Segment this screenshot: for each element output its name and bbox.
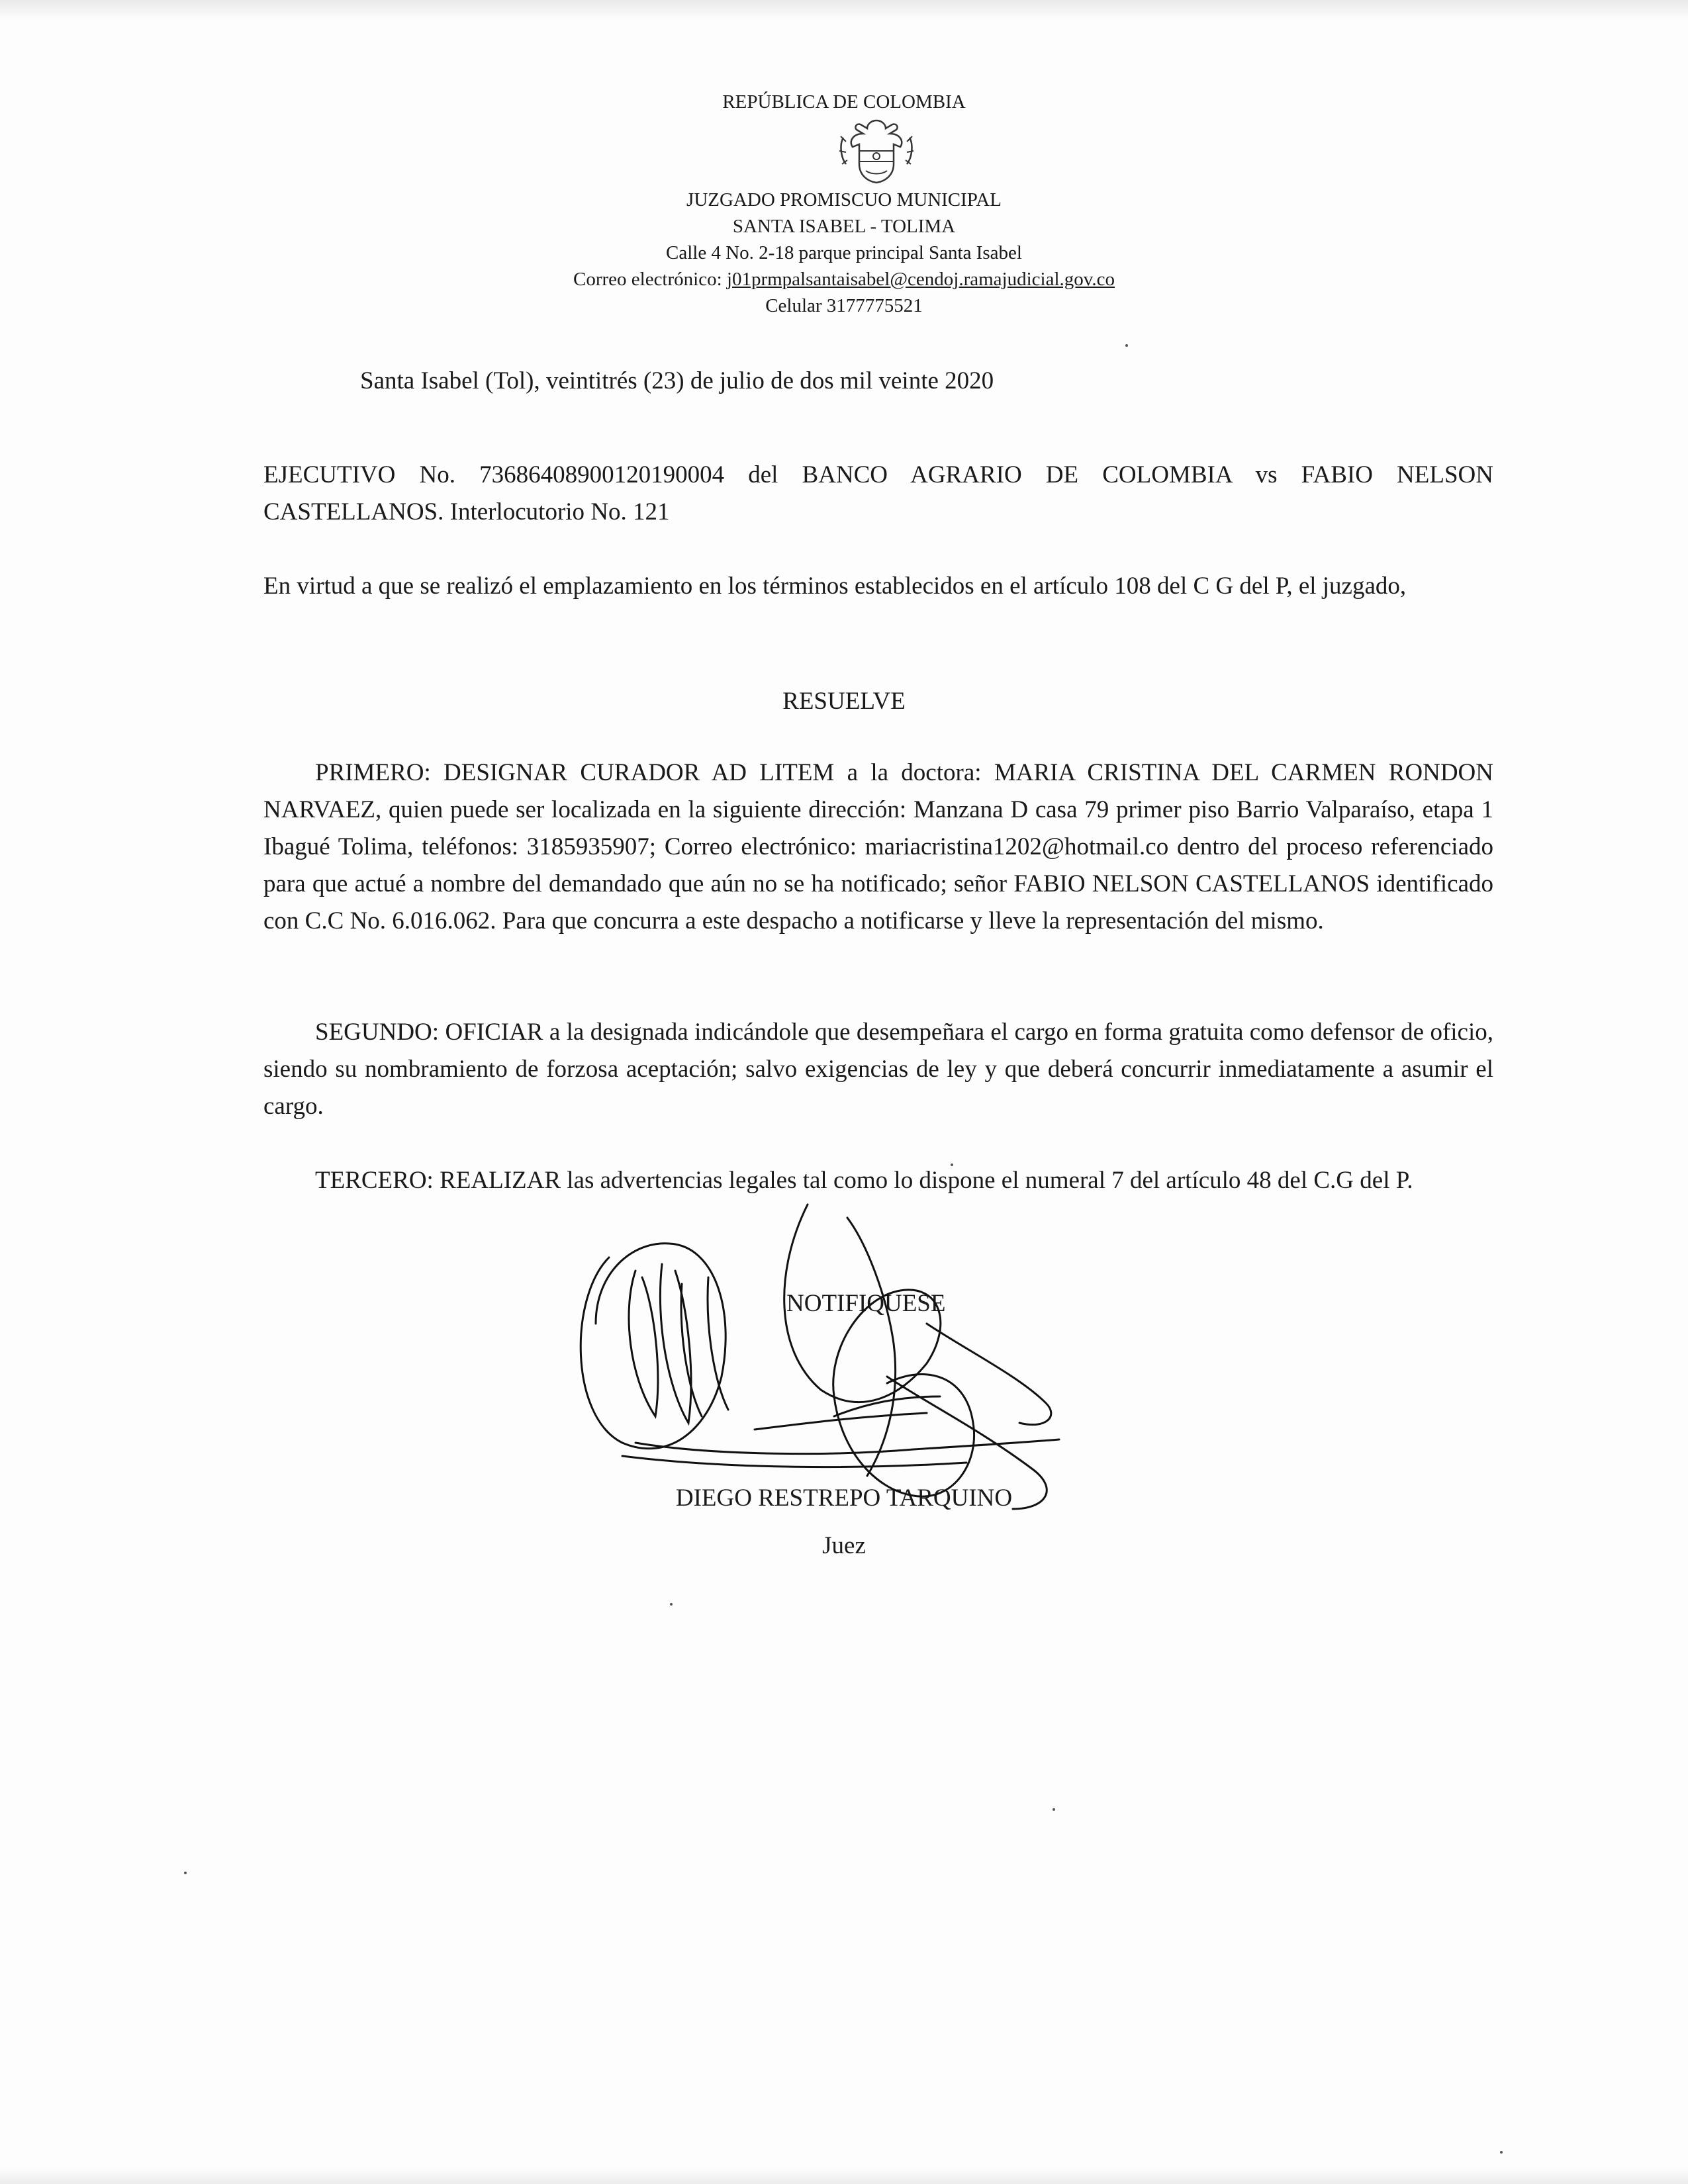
- scan-speck: [951, 1163, 953, 1166]
- court-name: JUZGADO PROMISCUO MUNICIPAL: [686, 189, 1002, 210]
- judge-name: DIEGO RESTREPO TARQUINO: [675, 1484, 1013, 1512]
- court-address: Calle 4 No. 2-18 parque principal Santa Isabel: [666, 242, 1022, 263]
- scan-edge-top: [0, 0, 1688, 20]
- scan-speck: [1500, 2151, 1503, 2154]
- scan-speck: [1125, 344, 1128, 347]
- header-republica: [0, 89, 1688, 115]
- scan-speck: [184, 1872, 187, 1874]
- judge-title: Juez: [822, 1532, 866, 1559]
- preamble: En virtud a que se realizó el emplazamiento en los términos establecidos en el artículo 108 del C G del P, el juzgado,: [263, 572, 1407, 600]
- resolution-segundo: SEGUNDO: OFICIAR a la designada indicándole que desempeñara el cargo en forma gratuita como defensor de oficio, siendo su nombramiento de forzosa aceptación; salvo exigencias de ley y que deberá concurrir inmediatamente a asumir el cargo.: [263, 1019, 1493, 1120]
- notifiquese: NOTIFIQUESE: [786, 1290, 946, 1317]
- scan-edge-bottom: [0, 2168, 1688, 2184]
- scan-speck: [1053, 1808, 1055, 1811]
- court-location: SANTA ISABEL - TOLIMA: [732, 216, 956, 237]
- republica-title: REPÚBLICA DE COLOMBIA: [722, 91, 966, 113]
- header-court-block: [0, 187, 1688, 319]
- court-phone: Celular 3177775521: [765, 295, 923, 316]
- email-label: Correo electrónico:: [573, 269, 722, 290]
- scan-speck: [670, 1603, 673, 1606]
- date-line: Santa Isabel (Tol), veintitrés (23) de julio de dos mil veinte 2020: [360, 367, 994, 394]
- resolution-tercero: TERCERO: REALIZAR las advertencias legales tal como lo dispone el numeral 7 del artículo 48 del C.G del P.: [315, 1167, 1413, 1194]
- resolution-primero: PRIMERO: DESIGNAR CURADOR AD LITEM a la doctora: MARIA CRISTINA DEL CARMEN RONDON NARVAEZ, quien puede ser localizada en la siguiente dirección: Manzana D casa 79 primer piso Barrio Valparaíso, etapa 1 Ibagué Tolima, teléfonos: 3185935907; Correo electrónico: mariacristina1202@hotmail.co dentro del proceso referenciado para que actué a nombre del demandado que aún no se ha notificado; señor FABIO NELSON CASTELLANOS identificado con C.C No. 6.016.062. Para que concurra a este despacho a notificarse y lleve la representación del mismo.: [263, 759, 1493, 934]
- court-email[interactable]: j01prmpalsantaisabel@cendoj.ramajudicial.gov.co: [726, 269, 1115, 290]
- court-email-line: [0, 266, 1688, 293]
- colombia-coat-of-arms-icon: [837, 118, 916, 185]
- resuelve-heading: RESUELVE: [782, 688, 906, 715]
- case-reference: EJECUTIVO No. 73686408900120190004 del BANCO AGRARIO DE COLOMBIA vs FABIO NELSON CASTELLANOS. Interlocutorio No. 121: [263, 461, 1493, 525]
